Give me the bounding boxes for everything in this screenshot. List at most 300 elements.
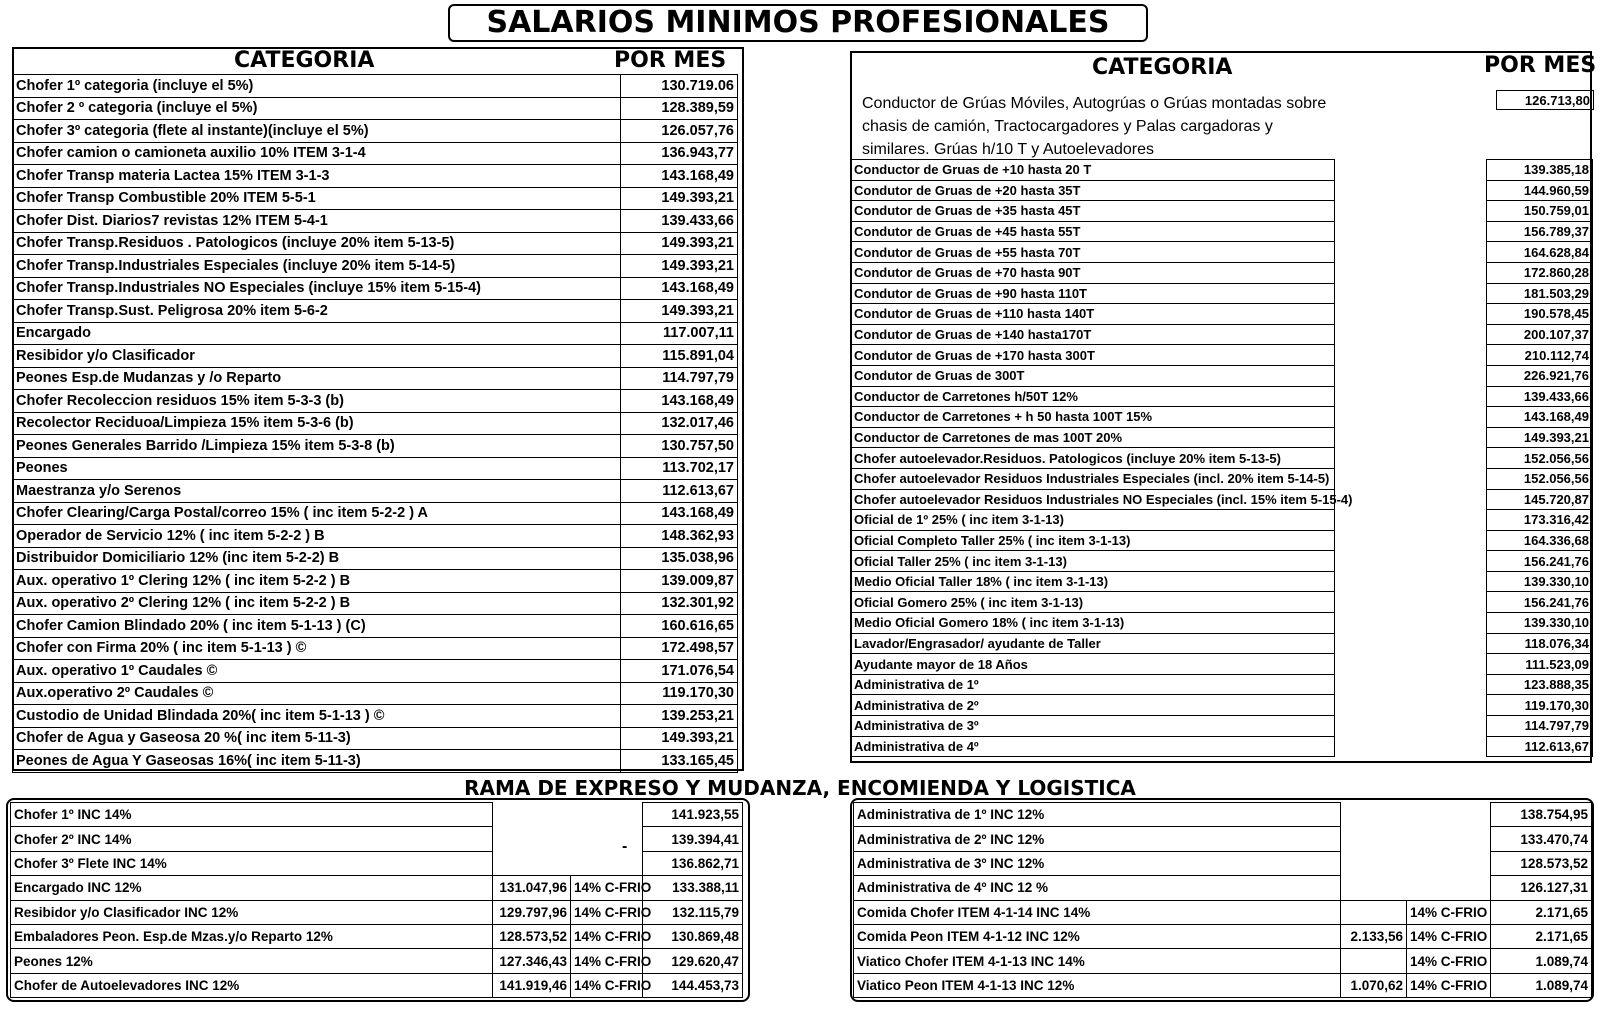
monthly-value: 119.170,30 [1487, 695, 1593, 716]
category-label: Chofer de Autoelevadores INC 12% [11, 973, 493, 997]
table-row [13, 345, 738, 368]
right-header-por-mes: POR MES [1484, 53, 1597, 78]
category-label: Administrativa de 3º [851, 716, 1335, 737]
category-label: Conductor de Gruas de +10 hasta 20 T [851, 160, 1335, 181]
category-label: Condutor de Gruas de +70 hasta 90T [851, 262, 1335, 283]
c-frio-label [571, 827, 643, 851]
empty-cell [1335, 427, 1487, 448]
category-label: Viatico Peon ITEM 4-1-13 INC 12% [854, 973, 1341, 997]
category-label: Chofer con Firma 20% ( inc item 5-1-13 ) © [13, 637, 621, 660]
empty-cell [1335, 221, 1487, 242]
table-row [854, 949, 1592, 973]
monthly-value: 1.089,74 [1491, 949, 1592, 973]
monthly-value: 139.385,18 [1487, 160, 1593, 181]
empty-cell [1335, 654, 1487, 675]
table-row [13, 435, 738, 458]
monthly-value: 126.127,31 [1491, 876, 1592, 900]
category-label: Chofer 2º INC 14% [11, 827, 493, 851]
table-row [11, 851, 743, 875]
table-row [851, 427, 1593, 448]
monthly-value: 132.115,79 [643, 900, 743, 924]
left-header-categoria: CATEGORIA [234, 48, 375, 73]
monthly-value: 128.573,52 [1491, 851, 1592, 875]
monthly-value: 143.168,49 [621, 277, 738, 300]
table-row [851, 489, 1593, 510]
base-value [1341, 876, 1407, 900]
empty-cell [1335, 695, 1487, 716]
monthly-value: 190.578,45 [1487, 304, 1593, 325]
monthly-value: 173.316,42 [1487, 510, 1593, 531]
table-row [13, 615, 738, 638]
left-salary-table [12, 74, 738, 773]
table-row [851, 386, 1593, 407]
monthly-value: 143.168,49 [1487, 407, 1593, 428]
monthly-value: 200.107,37 [1487, 324, 1593, 345]
category-label: Comida Chofer ITEM 4-1-14 INC 14% [854, 900, 1341, 924]
table-row [851, 324, 1593, 345]
monthly-value: 118.076,34 [1487, 633, 1593, 654]
table-row [13, 367, 738, 390]
table-row [851, 510, 1593, 531]
category-label: Oficial Completo Taller 25% ( inc item 3-1-13) [851, 530, 1335, 551]
empty-cell [1335, 365, 1487, 386]
category-label: Peones de Agua Y Gaseosas 16%( inc item 5-11-3) [13, 750, 621, 773]
empty-cell [1335, 489, 1487, 510]
crane-intro-value: 126.713,80 [1496, 90, 1594, 110]
category-label: Chofer Clearing/Carga Postal/correo 15% ( inc item 5-2-2 ) A [13, 502, 621, 525]
monthly-value: 164.628,84 [1487, 242, 1593, 263]
c-frio-label: 14% C-FRIO [571, 924, 643, 948]
monthly-value: 156.241,76 [1487, 551, 1593, 572]
table-row [13, 300, 738, 323]
table-row [13, 457, 738, 480]
monthly-value: 114.797,79 [621, 367, 738, 390]
table-row [851, 571, 1593, 592]
category-label: Condutor de Gruas de +170 hasta 300T [851, 345, 1335, 366]
empty-cell [1335, 448, 1487, 469]
table-row [854, 803, 1592, 827]
table-row [851, 304, 1593, 325]
monthly-value: 133.388,11 [643, 876, 743, 900]
monthly-value: 139.253,21 [621, 705, 738, 728]
table-row [854, 900, 1592, 924]
category-label: Chofer Transp materia Lactea 15% ITEM 3-1-3 [13, 165, 621, 188]
table-row [854, 827, 1592, 851]
empty-cell [1335, 386, 1487, 407]
category-label: Condutor de Gruas de 300T [851, 365, 1335, 386]
empty-cell [1335, 242, 1487, 263]
monthly-value: 117.007,11 [621, 322, 738, 345]
category-label: Conductor de Carretones de mas 100T 20% [851, 427, 1335, 448]
bottom-right-table-body [854, 803, 1592, 998]
c-frio-label: 14% C-FRIO [571, 900, 643, 924]
category-label: Viatico Chofer ITEM 4-1-13 INC 14% [854, 949, 1341, 973]
monthly-value: 144.960,59 [1487, 180, 1593, 201]
empty-cell [1335, 592, 1487, 613]
table-row [851, 160, 1593, 181]
monthly-value: 138.754,95 [1491, 803, 1592, 827]
category-label: Condutor de Gruas de +20 hasta 35T [851, 180, 1335, 201]
table-row [13, 210, 738, 233]
table-row [13, 592, 738, 615]
monthly-value: 172.498,57 [621, 637, 738, 660]
table-row [851, 633, 1593, 654]
monthly-value: 111.523,09 [1487, 654, 1593, 675]
category-label: Peones 12% [11, 949, 493, 973]
table-row [851, 365, 1593, 386]
c-frio-label: 14% C-FRIO [571, 949, 643, 973]
monthly-value: 149.393,21 [1487, 427, 1593, 448]
table-row [11, 900, 743, 924]
base-value: 1.070,62 [1341, 973, 1407, 997]
monthly-value: 144.453,73 [643, 973, 743, 997]
monthly-value: 226.921,76 [1487, 365, 1593, 386]
monthly-value: 115.891,04 [621, 345, 738, 368]
category-label: Administrativa de 4º INC 12 % [854, 876, 1341, 900]
monthly-value: 2.171,65 [1491, 924, 1592, 948]
category-label: Condutor de Gruas de +35 hasta 45T [851, 201, 1335, 222]
monthly-value: 210.112,74 [1487, 345, 1593, 366]
c-frio-label: 14% C-FRIO [1407, 949, 1491, 973]
empty-cell [1335, 736, 1487, 757]
table-row [851, 695, 1593, 716]
table-row [13, 142, 738, 165]
monthly-value: 156.789,37 [1487, 221, 1593, 242]
table-row [11, 924, 743, 948]
table-row [13, 480, 738, 503]
category-label: Condutor de Gruas de +90 hasta 110T [851, 283, 1335, 304]
category-label: Oficial Taller 25% ( inc item 3-1-13) [851, 551, 1335, 572]
table-row [13, 120, 738, 143]
table-row [851, 201, 1593, 222]
category-label: Embaladores Peon. Esp.de Mzas.y/o Reparto 12% [11, 924, 493, 948]
c-frio-label [1407, 803, 1491, 827]
table-row [11, 803, 743, 827]
monthly-value: 129.620,47 [643, 949, 743, 973]
monthly-value: 149.393,21 [621, 255, 738, 278]
base-value: 129.797,96 [493, 900, 571, 924]
empty-cell [1335, 262, 1487, 283]
category-label: Chofer autoelevador.Residuos. Patologicos (incluye 20% item 5-13-5) [851, 448, 1335, 469]
c-frio-label [1407, 827, 1491, 851]
category-label: Peones Esp.de Mudanzas y /o Reparto [13, 367, 621, 390]
monthly-value: 112.613,67 [1487, 736, 1593, 757]
monthly-value: 139.433,66 [621, 210, 738, 233]
empty-cell [1335, 613, 1487, 634]
table-row [13, 637, 738, 660]
empty-cell [1335, 510, 1487, 531]
category-label: Chofer Transp.Industriales Especiales (incluye 20% item 5-14-5) [13, 255, 621, 278]
monthly-value: 112.613,67 [621, 480, 738, 503]
table-row [851, 448, 1593, 469]
category-label: Ayudante mayor de 18 Años [851, 654, 1335, 675]
table-row [11, 876, 743, 900]
category-label: Comida Peon ITEM 4-1-12 INC 12% [854, 924, 1341, 948]
table-row [851, 674, 1593, 695]
empty-cell [1335, 468, 1487, 489]
category-label: Administrativa de 2º INC 12% [854, 827, 1341, 851]
category-label: Oficial de 1º 25% ( inc item 3-1-13) [851, 510, 1335, 531]
monthly-value: 126.057,76 [621, 120, 738, 143]
monthly-value: 149.393,21 [621, 300, 738, 323]
category-label: Aux. operativo 1º Caudales © [13, 660, 621, 683]
monthly-value: 139.330,10 [1487, 613, 1593, 634]
left-table-body [13, 75, 738, 773]
table-row [851, 613, 1593, 634]
table-row [13, 750, 738, 773]
c-frio-label: 14% C-FRIO [1407, 924, 1491, 948]
table-row [851, 407, 1593, 428]
table-row [851, 551, 1593, 572]
bottom-left-table-body [11, 803, 743, 998]
empty-cell [1335, 716, 1487, 737]
empty-cell [1335, 324, 1487, 345]
category-label: Resibidor y/o Clasificador INC 12% [11, 900, 493, 924]
table-row [851, 221, 1593, 242]
monthly-value: 139.433,66 [1487, 386, 1593, 407]
category-label: Administrativa de 4º [851, 736, 1335, 757]
table-row [13, 525, 738, 548]
monthly-value: 143.168,49 [621, 502, 738, 525]
monthly-value: 160.616,65 [621, 615, 738, 638]
empty-cell [1335, 160, 1487, 181]
right-salary-table [850, 159, 1593, 757]
monthly-value: 119.170,30 [621, 682, 738, 705]
table-row [13, 187, 738, 210]
monthly-value: 150.759,01 [1487, 201, 1593, 222]
empty-cell [1335, 201, 1487, 222]
category-label: Chofer Dist. Diarios7 revistas 12% ITEM 5-4-1 [13, 210, 621, 233]
table-row [851, 530, 1593, 551]
monthly-value: 123.888,35 [1487, 674, 1593, 695]
table-row [854, 973, 1592, 997]
monthly-value: 1.089,74 [1491, 973, 1592, 997]
base-value [1341, 900, 1407, 924]
table-row [13, 502, 738, 525]
table-row [13, 97, 738, 120]
base-value [493, 851, 571, 875]
category-label: Conductor de Carretones h/50T 12% [851, 386, 1335, 407]
table-row [13, 705, 738, 728]
category-label: Chofer autoelevador Residuos Industriales NO Especiales (incl. 15% item 5-15-4) [851, 489, 1335, 510]
table-row [13, 75, 738, 98]
c-frio-label [571, 803, 643, 827]
monthly-value: 135.038,96 [621, 547, 738, 570]
table-row [13, 165, 738, 188]
empty-cell [1335, 674, 1487, 695]
base-value: 141.919,46 [493, 973, 571, 997]
category-label: Condutor de Gruas de +110 hasta 140T [851, 304, 1335, 325]
table-row [851, 180, 1593, 201]
table-row [851, 262, 1593, 283]
table-row [851, 736, 1593, 757]
monthly-value: 130.719.06 [621, 75, 738, 98]
monthly-value: 136.943,77 [621, 142, 738, 165]
dash-mark: - [622, 838, 628, 855]
table-row [11, 949, 743, 973]
category-label: Chofer 1º INC 14% [11, 803, 493, 827]
category-label: Encargado INC 12% [11, 876, 493, 900]
monthly-value: 133.470,74 [1491, 827, 1592, 851]
empty-cell [1335, 345, 1487, 366]
category-label: Chofer 3º categoria (flete al instante)(incluye el 5%) [13, 120, 621, 143]
category-label: Aux. operativo 2º Clering 12% ( inc item 5-2-2 ) B [13, 592, 621, 615]
monthly-value: 152.056,56 [1487, 468, 1593, 489]
right-table-body [851, 160, 1593, 757]
monthly-value: 132.017,46 [621, 412, 738, 435]
monthly-value: 128.389,59 [621, 97, 738, 120]
table-row [13, 682, 738, 705]
table-row [13, 390, 738, 413]
base-value [493, 803, 571, 827]
category-label: Chofer Transp.Residuos . Patologicos (incluye 20% item 5-13-5) [13, 232, 621, 255]
category-label: Resibidor y/o Clasificador [13, 345, 621, 368]
empty-cell [1335, 571, 1487, 592]
category-label: Chofer autoelevador Residuos Industriales Especiales (incl. 20% item 5-14-5) [851, 468, 1335, 489]
monthly-value: 139.330,10 [1487, 571, 1593, 592]
empty-cell [1335, 530, 1487, 551]
category-label: Custodio de Unidad Blindada 20%( inc item 5-1-13 ) © [13, 705, 621, 728]
category-label: Oficial Gomero 25% ( inc item 3-1-13) [851, 592, 1335, 613]
table-row [13, 547, 738, 570]
table-row [851, 592, 1593, 613]
monthly-value: 133.165,45 [621, 750, 738, 773]
base-value [1341, 949, 1407, 973]
table-row [851, 654, 1593, 675]
base-value [1341, 851, 1407, 875]
table-row [13, 660, 738, 683]
section-title-expreso: RAMA DE EXPRESO Y MUDANZA, ENCOMIENDA Y LOGISTICA [464, 776, 1136, 800]
category-label: Encargado [13, 322, 621, 345]
table-row [851, 345, 1593, 366]
category-label: Administrativa de 1º INC 12% [854, 803, 1341, 827]
bottom-right-table [853, 802, 1592, 998]
base-value: 2.133,56 [1341, 924, 1407, 948]
table-row [851, 468, 1593, 489]
table-row [13, 255, 738, 278]
monthly-value: 149.393,21 [621, 187, 738, 210]
monthly-value: 172.860,28 [1487, 262, 1593, 283]
table-row [13, 232, 738, 255]
empty-cell [1335, 633, 1487, 654]
category-label: Operador de Servicio 12% ( inc item 5-2-2 ) B [13, 525, 621, 548]
category-label: Condutor de Gruas de +140 hasta170T [851, 324, 1335, 345]
monthly-value: 148.362,93 [621, 525, 738, 548]
c-frio-label: 14% C-FRIO [571, 973, 643, 997]
category-label: Conductor de Carretones + h 50 hasta 100T 15% [851, 407, 1335, 428]
base-value [1341, 827, 1407, 851]
monthly-value: 143.168,49 [621, 165, 738, 188]
monthly-value: 149.393,21 [621, 232, 738, 255]
monthly-value: 130.757,50 [621, 435, 738, 458]
empty-cell [1335, 407, 1487, 428]
table-row [11, 973, 743, 997]
monthly-value: 141.923,55 [643, 803, 743, 827]
category-label: Chofer Camion Blindado 20% ( inc item 5-1-13 ) (C) [13, 615, 621, 638]
c-frio-label [1407, 876, 1491, 900]
monthly-value: 139.394,41 [643, 827, 743, 851]
table-row [13, 570, 738, 593]
left-header-por-mes: POR MES [614, 48, 727, 73]
c-frio-label [1407, 851, 1491, 875]
category-label: Chofer de Agua y Gaseosa 20 %( inc item 5-11-3) [13, 727, 621, 750]
table-row [851, 283, 1593, 304]
category-label: Medio Oficial Gomero 18% ( inc item 3-1-13) [851, 613, 1335, 634]
category-label: Condutor de Gruas de +45 hasta 55T [851, 221, 1335, 242]
table-row [854, 876, 1592, 900]
table-row [11, 827, 743, 851]
table-row [854, 851, 1592, 875]
monthly-value: 132.301,92 [621, 592, 738, 615]
base-value: 127.346,43 [493, 949, 571, 973]
c-frio-label: 14% C-FRIO [1407, 973, 1491, 997]
table-row [854, 924, 1592, 948]
table-row [13, 277, 738, 300]
table-row [13, 322, 738, 345]
category-label: Chofer 1º categoria (incluye el 5%) [13, 75, 621, 98]
category-label: Chofer Transp Combustible 20% ITEM 5-5-1 [13, 187, 621, 210]
page-title: SALARIOS MINIMOS PROFESIONALES [448, 4, 1148, 42]
category-label: Chofer Recoleccion residuos 15% item 5-3-3 (b) [13, 390, 621, 413]
monthly-value: 114.797,79 [1487, 716, 1593, 737]
table-row [851, 716, 1593, 737]
monthly-value: 139.009,87 [621, 570, 738, 593]
monthly-value: 171.076,54 [621, 660, 738, 683]
category-label: Lavador/Engrasador/ ayudante de Taller [851, 633, 1335, 654]
monthly-value: 113.702,17 [621, 457, 738, 480]
bottom-left-table [10, 802, 743, 998]
base-value [493, 827, 571, 851]
empty-cell [1335, 180, 1487, 201]
category-label: Peones [13, 457, 621, 480]
base-value [1341, 803, 1407, 827]
monthly-value: 181.503,29 [1487, 283, 1593, 304]
monthly-value: 2.171,65 [1491, 900, 1592, 924]
category-label: Administrativa de 1º [851, 674, 1335, 695]
category-label: Distribuidor Domiciliario 12% (inc item 5-2-2) B [13, 547, 621, 570]
empty-cell [1335, 283, 1487, 304]
table-row [13, 412, 738, 435]
monthly-value: 136.862,71 [643, 851, 743, 875]
c-frio-label [571, 851, 643, 875]
right-header-categoria: CATEGORIA [1092, 55, 1233, 80]
monthly-value: 152.056,56 [1487, 448, 1593, 469]
empty-cell [1335, 551, 1487, 572]
category-label: Chofer 2 º categoria (incluye el 5%) [13, 97, 621, 120]
base-value: 131.047,96 [493, 876, 571, 900]
category-label: Chofer 3º Flete INC 14% [11, 851, 493, 875]
c-frio-label: 14% C-FRIO [571, 876, 643, 900]
category-label: Condutor de Gruas de +55 hasta 70T [851, 242, 1335, 263]
c-frio-label: 14% C-FRIO [1407, 900, 1491, 924]
base-value: 128.573,52 [493, 924, 571, 948]
monthly-value: 130.869,48 [643, 924, 743, 948]
category-label: Chofer camion o camioneta auxilio 10% ITEM 3-1-4 [13, 142, 621, 165]
monthly-value: 149.393,21 [621, 727, 738, 750]
monthly-value: 143.168,49 [621, 390, 738, 413]
category-label: Chofer Transp.Industriales NO Especiales (incluye 15% item 5-15-4) [13, 277, 621, 300]
monthly-value: 145.720,87 [1487, 489, 1593, 510]
category-label: Administrativa de 2º [851, 695, 1335, 716]
table-row [851, 242, 1593, 263]
table-row [13, 727, 738, 750]
category-label: Maestranza y/o Serenos [13, 480, 621, 503]
category-label: Aux. operativo 1º Clering 12% ( inc item 5-2-2 ) B [13, 570, 621, 593]
monthly-value: 164.336,68 [1487, 530, 1593, 551]
category-label: Peones Generales Barrido /Limpieza 15% item 5-3-8 (b) [13, 435, 621, 458]
empty-cell [1335, 304, 1487, 325]
category-label: Administrativa de 3º INC 12% [854, 851, 1341, 875]
